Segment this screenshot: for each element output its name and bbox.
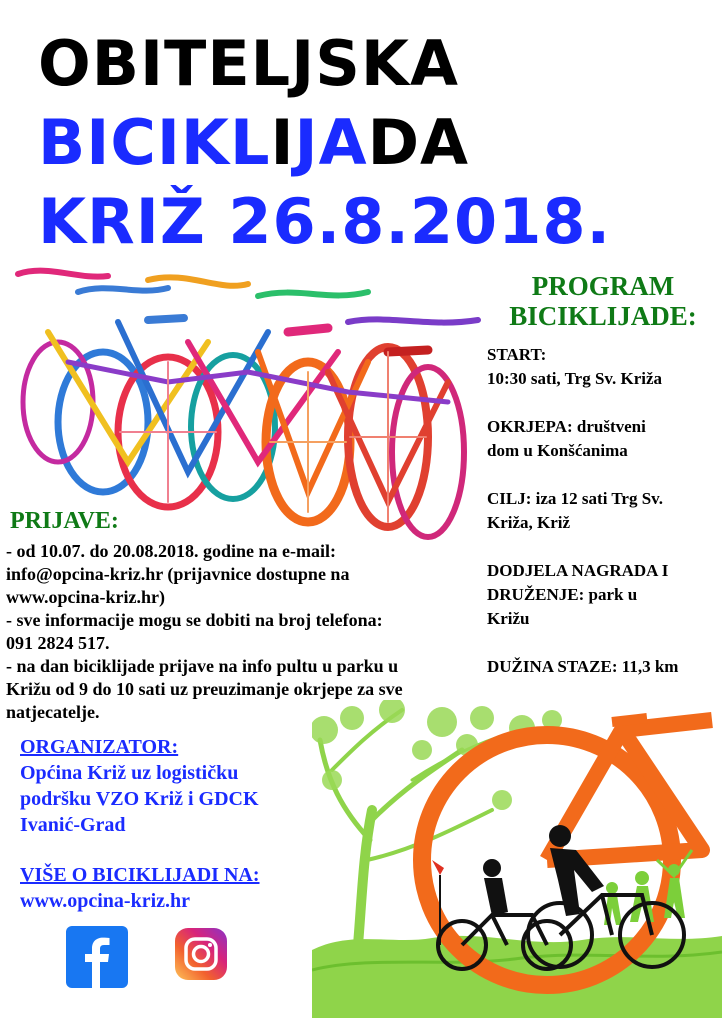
prijave-line: natjecatelje. <box>6 702 100 722</box>
vise-heading: VIŠE O BICIKLIJADI NA: <box>20 864 260 886</box>
program-heading-line-2: BICIKLIJADE: <box>509 301 697 331</box>
program-duzina: DUŽINA STAZE: 11,3 km <box>487 657 679 676</box>
organizator-line: podršku VZO Križ i GDCK <box>20 788 259 810</box>
instagram-glyph <box>175 928 227 980</box>
prijave-line: Križu od 9 do 10 sati uz preuzimanje okrjepe za sve <box>6 679 403 699</box>
facebook-icon[interactable] <box>66 926 128 988</box>
title-word-part: BICIKL <box>38 106 271 179</box>
organizator-line: Ivanić-Grad <box>20 814 126 836</box>
prijave-line: info@opcina-kriz.hr (prijavnice dostupne na <box>6 564 350 584</box>
prijave-line: www.opcina-kriz.hr) <box>6 587 165 607</box>
organizator-line: Općina Križ uz logističku <box>20 762 239 784</box>
program-okrjepa-line: OKRJEPA: društveni <box>487 417 646 436</box>
title-line-3: KRIŽ 26.8.2018. <box>38 185 612 258</box>
program-start-text: 10:30 sati, Trg Sv. Križa <box>487 369 663 388</box>
title-line-2 <box>38 106 470 179</box>
program-cilj-line: Križa, Križ <box>487 513 571 532</box>
instagram-icon[interactable] <box>175 928 227 980</box>
prijave-line: - na dan biciklijade prijave na info pultu u parku u <box>6 656 399 676</box>
program-cilj-line: CILJ: iza 12 sati Trg Sv. <box>487 489 663 508</box>
prijave-line: - od 10.07. do 20.08.2018. godine na e-mail: <box>6 541 337 561</box>
program-dodjela-line: Križu <box>487 609 530 628</box>
prijave-heading: PRIJAVE: <box>10 508 119 534</box>
program-heading <box>488 271 718 331</box>
title-word-part: JA <box>294 106 368 179</box>
program-start-label: START: <box>487 345 547 364</box>
program-heading-line-1: PROGRAM <box>531 271 675 301</box>
prijave-line: - sve informacije mogu se dobiti na broj telefona: <box>6 610 383 630</box>
organizator-heading: ORGANIZATOR: <box>20 736 179 758</box>
title-line-1: OBITELJSKA <box>38 27 459 100</box>
program-okrjepa-line: dom u Konšćanima <box>487 441 628 460</box>
title-word-part: I <box>270 106 295 179</box>
program-list <box>487 343 723 679</box>
program-dodjela-line: DRUŽENJE: park u <box>487 585 638 604</box>
prijave-line: 091 2824 517. <box>6 633 110 653</box>
family-cycling-illustration <box>312 700 722 1018</box>
prijave-text <box>6 540 486 724</box>
facebook-glyph <box>66 926 128 988</box>
program-dodjela-line: DODJELA NAGRADA I <box>487 561 669 580</box>
organizator-block <box>20 734 320 914</box>
title-word-part: DA <box>367 106 470 179</box>
website-link[interactable]: www.opcina-kriz.hr <box>20 890 190 912</box>
